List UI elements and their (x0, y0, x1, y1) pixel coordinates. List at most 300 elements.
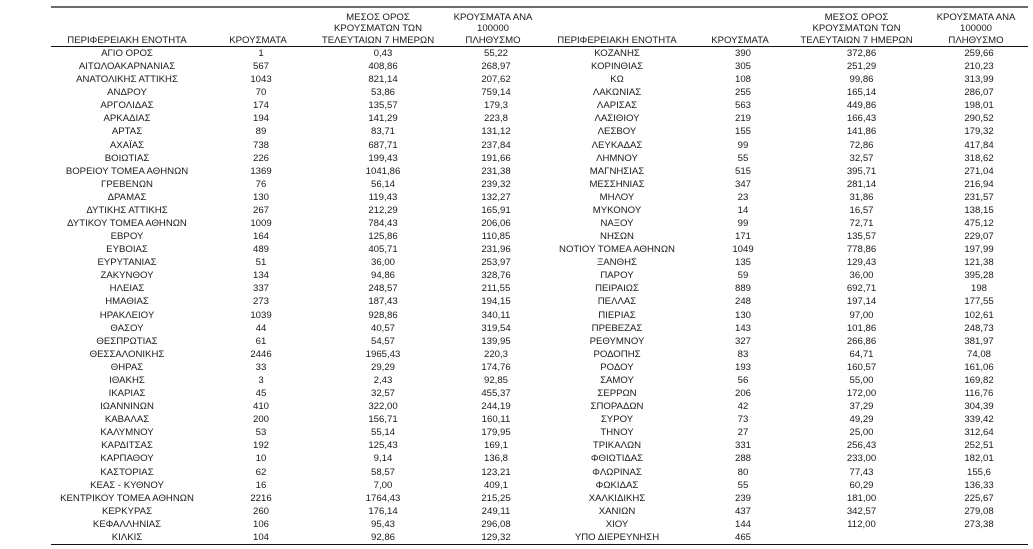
avg-7-days-right: 135,57 (846, 231, 877, 243)
table-row (51, 492, 1028, 505)
region-name-left: ΚΕΡΚΥΡΑΣ (101, 505, 152, 517)
table-row (51, 387, 1028, 400)
avg-7-days-left: 187,43 (368, 296, 398, 308)
cases-per-100k-right: 225,67 (964, 492, 994, 504)
table-row (51, 466, 1028, 479)
cases-per-100k-left: 328,76 (481, 270, 511, 282)
region-name-right: ΛΗΜΝΟΥ (596, 152, 638, 164)
cases-left: 567 (252, 61, 269, 73)
cases-left: 134 (252, 270, 269, 282)
region-name-right: ΦΛΩΡΙΝΑΣ (592, 466, 642, 478)
avg-7-days-left: 248,57 (368, 283, 398, 295)
table-row (51, 217, 1028, 230)
avg-7-days-right: 449,86 (846, 100, 877, 112)
cases-left: 164 (252, 231, 269, 243)
avg-7-days-left: 687,71 (368, 139, 398, 151)
cases-per-100k-left: 211,55 (481, 283, 511, 295)
cases-per-100k-left: 110,85 (481, 231, 511, 243)
header-avg7-right: ΜΕΣΟΣ ΟΡΟΣ ΚΡΟΥΣΜΑΤΩΝ ΤΩΝ ΤΕΛΕΥΤΑΙΩΝ 7 ΗΜΕΡΩΝ (789, 8, 924, 47)
cases-per-100k-left: 92,85 (483, 374, 508, 386)
region-name-left: ΕΒΡΟΥ (110, 231, 144, 243)
header-per100k-left: ΚΡΟΥΣΜΑΤΑ ΑΝΑ 100000 ΠΛΗΘΥΣΜΟ (443, 8, 543, 47)
cases-left: 192 (252, 440, 269, 452)
cases-right: 889 (734, 283, 751, 295)
header-region-left: ΠΕΡΙΦΕΡΕΙΑΚΗ ΕΝΟΤΗΤΑ (51, 8, 203, 47)
cases-per-100k-left: 165,91 (481, 204, 511, 216)
cases-per-100k-right: 417,84 (964, 139, 994, 151)
cases-per-100k-right: 216,94 (964, 178, 994, 190)
avg-7-days-right: 31,86 (849, 191, 874, 203)
cases-per-100k-right: 155,6 (966, 466, 991, 478)
region-name-left: ΓΡΕΒΕΝΩΝ (101, 178, 153, 190)
cases-per-100k-right: 169,82 (964, 374, 994, 386)
cases-right: 73 (737, 414, 749, 426)
avg-7-days-left: 9,14 (373, 453, 393, 465)
region-name-right: ΣΕΡΡΩΝ (597, 388, 637, 400)
cases-per-100k-right: 248,73 (964, 322, 994, 334)
cases-per-100k-left: 160,11 (481, 414, 511, 426)
region-name-left: ΚΕΝΤΡΙΚΟΥ ΤΟΜΕΑ ΑΘΗΝΩΝ (60, 492, 194, 504)
cases-per-100k-left: 191,66 (481, 152, 511, 164)
region-name-left: ΔΥΤΙΚΟΥ ΤΟΜΕΑ ΑΘΗΝΩΝ (67, 218, 187, 230)
cases-per-100k-right: 138,15 (964, 204, 994, 216)
cases-left: 104 (203, 531, 313, 545)
avg-7-days-left: 92,86 (313, 531, 443, 545)
cases-right: 80 (737, 466, 749, 478)
cases-left: 2216 (250, 492, 272, 504)
table-row (51, 400, 1028, 413)
region-name-left: ΘΗΡΑΣ (110, 361, 144, 373)
table-row (51, 282, 1028, 295)
region-name-left: ΙΚΑΡΙΑΣ (108, 388, 146, 400)
cases-per-100k-right: 74,08 (966, 348, 991, 360)
avg-7-days-right: 129,43 (846, 257, 877, 269)
table-row (51, 47, 1028, 61)
cases-per-100k-right: 198 (970, 283, 987, 295)
avg-7-days-left: 2,43 (373, 374, 393, 386)
avg-7-days-right: 166,43 (846, 113, 877, 125)
cases-per-100k-right: 290,52 (964, 113, 994, 125)
cases-per-100k-left: 409,1 (483, 479, 508, 491)
cases-right: 59 (737, 270, 749, 282)
table-row (51, 191, 1028, 204)
avg-7-days-right: 692,71 (846, 283, 877, 295)
cases-per-100k-right: 229,07 (964, 231, 994, 243)
table-row (51, 139, 1028, 152)
cases-per-100k-left: 206,06 (481, 218, 511, 230)
cases-per-100k-left: 239,32 (481, 178, 511, 190)
cases-per-100k-left: 174,76 (481, 361, 511, 373)
cases-left: 200 (252, 414, 269, 426)
cases-per-100k-left: 131,12 (481, 126, 511, 138)
cases-left: 33 (255, 361, 267, 373)
region-name-right: ΦΩΚΙΔΑΣ (595, 479, 639, 491)
cases-right: 83 (737, 348, 749, 360)
table-row (51, 99, 1028, 112)
header-region-right: ΠΕΡΙΦΕΡΕΙΑΚΗ ΕΝΟΤΗΤΑ (543, 8, 691, 47)
avg-7-days-right: 172,00 (846, 388, 877, 400)
region-name-left: ΗΜΑΘΙΑΣ (105, 296, 149, 308)
cases-right: 219 (734, 113, 751, 125)
region-name-left: ΕΥΡΥΤΑΝΙΑΣ (97, 257, 157, 269)
table-row (51, 439, 1028, 452)
avg-7-days-right: 49,29 (849, 414, 874, 426)
avg-7-days-right: 160,57 (846, 361, 877, 373)
cases-right: 331 (734, 440, 751, 452)
cases-left: 337 (252, 283, 269, 295)
table-row (51, 309, 1028, 322)
cases-left: 1 (258, 48, 264, 59)
region-name-right: ΡΟΔΟΥ (600, 361, 634, 373)
cases-right: 171 (734, 231, 751, 243)
region-name-left: ΚΑΛΥΜΝΟΥ (100, 427, 154, 439)
avg-7-days-right: 112,00 (847, 518, 876, 530)
region-name-left: ΑΡΤΑΣ (111, 126, 143, 138)
cases-left: 44 (255, 322, 267, 334)
cases-per-100k-left: 249,11 (481, 505, 511, 517)
avg-7-days-right: 101,86 (846, 322, 877, 334)
cases-per-100k-left: 455,37 (481, 388, 511, 400)
cases-left: 106 (252, 518, 269, 530)
avg-7-days-left: 135,57 (368, 100, 398, 112)
table-row (51, 165, 1028, 178)
cases-per-100k-right: 210,23 (964, 61, 994, 73)
cases-left: 62 (255, 466, 267, 478)
region-name-right: ΛΕΥΚΑΔΑΣ (591, 139, 643, 151)
region-name-left: ΔΥΤΙΚΗΣ ΑΤΤΙΚΗΣ (86, 204, 168, 216)
cases-per-100k-right: 136,33 (964, 479, 994, 491)
avg-7-days-right: 165,14 (846, 87, 877, 99)
avg-7-days-left: 928,86 (368, 309, 398, 321)
region-name-right: ΦΘΙΩΤΙΔΑΣ (590, 453, 644, 465)
avg-7-days-left: 199,43 (368, 152, 398, 164)
avg-7-days-right: 372,86 (846, 48, 877, 59)
table-header-row (51, 8, 1028, 47)
region-name-right: ΥΠΟ ΔΙΕΡΕΥΝΗΣΗ (543, 531, 691, 545)
region-name-left: ΚΙΛΚΙΣ (51, 531, 203, 545)
cases-right: 23 (737, 191, 749, 203)
table-body (51, 47, 1028, 545)
avg-7-days-left: 95,43 (370, 518, 395, 530)
region-name-right: ΚΩ (610, 74, 624, 86)
table-row (51, 256, 1028, 269)
region-name-right: ΤΡΙΚΑΛΩΝ (592, 440, 642, 452)
cases-right: 130 (734, 309, 751, 321)
avg-7-days-left: 1041,86 (365, 165, 401, 177)
cases-right: 437 (734, 505, 751, 517)
table-row (51, 426, 1028, 439)
region-name-right: ΝΑΞΟΥ (600, 218, 634, 230)
cases-per-100k-left: 231,38 (481, 165, 511, 177)
cases-right: 55 (737, 152, 749, 164)
avg-7-days-right: 181,00 (846, 492, 877, 504)
cases-left: 89 (255, 126, 267, 138)
cases-right: 42 (737, 401, 749, 413)
region-name-left: ΗΡΑΚΛΕΙΟΥ (99, 309, 155, 321)
header-cases-right: ΚΡΟΥΣΜΑΤΑ (691, 8, 789, 47)
cases-per-100k-right: 121,38 (964, 257, 994, 269)
cases-left: 2446 (250, 348, 272, 360)
table-row (51, 60, 1028, 73)
cases-right: 465 (691, 531, 789, 545)
region-name-left: ΖΑΚΥΝΘΟΥ (100, 270, 154, 282)
cases-per-100k-right: 179,32 (964, 126, 994, 138)
region-name-left: ΕΥΒΟΙΑΣ (106, 244, 148, 256)
region-name-right: ΧΙΟΥ (605, 518, 629, 530)
table-row (51, 374, 1028, 387)
cases-per-100k-left: 237,84 (481, 139, 511, 151)
avg-7-days-right: 64,71 (849, 348, 874, 360)
cases-per-100k-left: 179,3 (483, 100, 508, 112)
avg-7-days-right: 16,57 (849, 204, 874, 216)
cases-right: 56 (737, 374, 749, 386)
cases-per-100k-left: 132,27 (481, 191, 511, 203)
cases-per-100k-right: 161,06 (964, 361, 994, 373)
avg-7-days-left: 322,00 (368, 401, 398, 413)
avg-7-days-left: 1764,43 (365, 492, 401, 504)
cases-per-100k-right: 304,39 (964, 401, 994, 413)
cases-left: 410 (252, 401, 269, 413)
region-name-right: ΛΑΡΙΣΑΣ (596, 100, 638, 112)
cases-per-100k-left: 253,97 (481, 257, 511, 269)
region-name-left: ΑΧΑΪΑΣ (109, 139, 145, 151)
cases-per-100k-right: 381,97 (964, 335, 994, 347)
avg-7-days-left: 1965,43 (365, 348, 401, 360)
cases-per-100k-left: 759,14 (481, 87, 511, 99)
region-name-left: ΑΝΑΤΟΛΙΚΗΣ ΑΤΤΙΚΗΣ (76, 74, 178, 86)
region-name-right: ΣΥΡΟΥ (600, 414, 634, 426)
region-name-left: ΘΕΣΣΑΛΟΝΙΚΗΣ (89, 348, 165, 360)
table-row (51, 335, 1028, 348)
header-cases-left: ΚΡΟΥΣΜΑΤΑ (203, 8, 313, 47)
cases-right: 239 (734, 492, 751, 504)
region-name-right: ΠΕΛΛΑΣ (597, 296, 637, 308)
avg-7-days-left: 29,29 (370, 361, 395, 373)
region-name-left: ΚΑΒΑΛΑΣ (104, 414, 150, 426)
avg-7-days-right: 25,00 (849, 427, 874, 439)
table-row (51, 479, 1028, 492)
region-name-right: ΛΕΣΒΟΥ (597, 126, 637, 138)
region-name-right: ΣΑΜΟΥ (600, 374, 634, 386)
cases-per-100k-left: 55,22 (483, 48, 508, 59)
cases-right: 515 (734, 165, 751, 177)
cases-per-100k-left: 268,97 (481, 61, 511, 73)
region-name-left: ΚΑΡΠΑΘΟΥ (100, 453, 154, 465)
avg-7-days-right: 233,00 (846, 453, 877, 465)
avg-7-days-left: 36,00 (370, 257, 395, 269)
cases-per-100k-right: 252,51 (964, 440, 994, 452)
cases-per-100k-right: 313,99 (964, 74, 994, 86)
avg-7-days-left: 32,57 (370, 388, 395, 400)
region-name-left: ΗΛΕΙΑΣ (109, 283, 145, 295)
cases-by-regional-unit-table (51, 8, 1028, 545)
avg-7-days-left: 83,71 (370, 126, 395, 138)
cases-left: 738 (252, 139, 269, 151)
avg-7-days-left: 119,43 (368, 191, 398, 203)
table-row (51, 112, 1028, 125)
avg-7-days-right: 342,57 (846, 505, 877, 517)
cases-left: 53 (255, 427, 267, 439)
region-name-left: ΑΝΔΡΟΥ (107, 87, 147, 99)
table-row (51, 243, 1028, 256)
cases-right: 1049 (732, 244, 754, 256)
cases-per-100k-right: 279,08 (964, 505, 994, 517)
region-name-left: ΘΕΣΠΡΩΤΙΑΣ (96, 335, 158, 347)
table-row (51, 348, 1028, 361)
region-name-right: ΞΑΝΘΗΣ (597, 257, 637, 269)
cases-left: 489 (252, 244, 269, 256)
avg-7-days-right: 60,29 (849, 479, 874, 491)
cases-per-100k-right: 339,42 (964, 414, 994, 426)
table-row (51, 505, 1028, 518)
avg-7-days-left: 125,86 (368, 231, 398, 243)
region-name-left: ΑΡΚΑΔΙΑΣ (103, 113, 151, 125)
cases-left: 3 (258, 374, 264, 386)
avg-7-days-right: 141,86 (846, 126, 877, 138)
avg-7-days-right: 99,86 (849, 74, 874, 86)
cases-per-100k-left: 139,95 (481, 335, 511, 347)
cases-right: 143 (734, 322, 751, 334)
cases-right: 255 (734, 87, 751, 99)
region-name-right: ΠΙΕΡΙΑΣ (598, 309, 636, 321)
avg-7-days-left: 141,29 (368, 113, 398, 125)
cases-left: 61 (255, 335, 267, 347)
cases-per-100k-left: 169,1 (483, 440, 508, 452)
avg-7-days-right: 251,29 (846, 61, 877, 73)
header-avg7-left: ΜΕΣΟΣ ΟΡΟΣ ΚΡΟΥΣΜΑΤΩΝ ΤΩΝ ΤΕΛΕΥΤΑΙΩΝ 7 ΗΜΕΡΩΝ (313, 8, 443, 47)
cases-right: 305 (734, 61, 751, 73)
avg-7-days-left: 156,71 (368, 414, 398, 426)
region-name-right: ΡΟΔΟΠΗΣ (593, 348, 641, 360)
table-row (51, 361, 1028, 374)
cases-per-100k-left: 244,19 (481, 401, 511, 413)
region-name-right: ΜΥΚΟΝΟΥ (592, 204, 642, 216)
cases-left: 273 (252, 296, 269, 308)
avg-7-days-left: 56,14 (370, 178, 395, 190)
region-name-right: ΤΗΝΟΥ (600, 427, 634, 439)
cases-right: 27 (737, 427, 749, 439)
table-row (51, 204, 1028, 217)
cases-left: 76 (255, 178, 267, 190)
table-row (51, 152, 1028, 165)
region-name-left: ΚΑΣΤΟΡΙΑΣ (100, 466, 154, 478)
cases-left: 1039 (250, 309, 272, 321)
region-name-right: ΜΑΓΝΗΣΙΑΣ (589, 165, 645, 177)
avg-7-days-right: 77,43 (849, 466, 874, 478)
avg-7-days-left: 125,43 (368, 440, 398, 452)
region-name-left: ΑΓΙΟ ΟΡΟΣ (101, 48, 153, 59)
cases-right: 206 (734, 388, 751, 400)
region-name-right: ΧΑΛΚΙΔΙΚΗΣ (588, 492, 646, 504)
region-name-right: ΠΡΕΒΕΖΑΣ (591, 322, 643, 334)
table-row (51, 86, 1028, 99)
cases-right: 248 (734, 296, 751, 308)
table-row (51, 413, 1028, 426)
cases-per-100k-right: 395,28 (964, 270, 994, 282)
region-name-left: ΚΕΦΑΛΛΗΝΙΑΣ (92, 518, 162, 530)
cases-left: 70 (255, 87, 267, 99)
avg-7-days-left: 54,57 (370, 335, 395, 347)
avg-7-days-left: 821,14 (368, 74, 398, 86)
table-row (51, 518, 1028, 531)
region-name-left: ΙΩΑΝΝΙΝΩΝ (100, 401, 154, 413)
cases-left: 130 (252, 191, 269, 203)
cases-per-100k-left: 340,11 (481, 309, 511, 321)
avg-7-days-left: 58,57 (370, 466, 395, 478)
table-row (51, 125, 1028, 138)
cases-per-100k-right: 116,76 (964, 388, 994, 400)
region-name-right: ΛΑΣΙΘΙΟΥ (594, 113, 640, 125)
avg-7-days-right: 37,29 (849, 401, 874, 413)
cases-left: 260 (252, 505, 269, 517)
cases-per-100k-right: 318,62 (964, 152, 994, 164)
region-name-left: ΚΕΑΣ - ΚΥΘΝΟΥ (90, 479, 164, 491)
avg-7-days-left: 176,14 (368, 505, 398, 517)
cases-per-100k-left: 123,21 (481, 466, 511, 478)
region-name-right: ΠΑΡΟΥ (600, 270, 634, 282)
region-name-right: ΚΟΡΙΝΘΙΑΣ (590, 61, 644, 73)
cases-left: 1043 (250, 74, 272, 86)
region-name-right: ΚΟΖΑΝΗΣ (594, 48, 640, 59)
avg-7-days-right (789, 531, 924, 545)
region-name-left: ΑΡΓΟΛΙΔΑΣ (100, 100, 154, 112)
avg-7-days-left: 7,00 (373, 479, 393, 491)
cases-right: 55 (737, 479, 749, 491)
avg-7-days-left: 53,86 (370, 87, 395, 99)
region-name-left: ΒΟΡΕΙΟΥ ΤΟΜΕΑ ΑΘΗΝΩΝ (65, 165, 189, 177)
avg-7-days-right: 72,71 (849, 218, 874, 230)
region-name-right: ΝΟΤΙΟΥ ΤΟΜΕΑ ΑΘΗΝΩΝ (559, 244, 675, 256)
cases-right: 135 (734, 257, 751, 269)
region-name-left: ΑΙΤΩΛΟΑΚΑΡΝΑΝΙΑΣ (78, 61, 176, 73)
avg-7-days-right: 197,14 (846, 296, 877, 308)
region-name-right: ΛΑΚΩΝΙΑΣ (592, 87, 642, 99)
table-row (51, 230, 1028, 243)
table-row (51, 452, 1028, 465)
cases-per-100k-right: 259,66 (964, 48, 994, 59)
region-name-right: ΜΕΣΣΗΝΙΑΣ (589, 178, 645, 190)
avg-7-days-right: 256,43 (846, 440, 877, 452)
cases-per-100k-right: 231,57 (964, 191, 994, 203)
cases-per-100k-left: 136,8 (483, 453, 508, 465)
avg-7-days-right: 32,57 (849, 152, 874, 164)
region-name-right: ΣΠΟΡΑΔΩΝ (590, 401, 644, 413)
cases-left: 51 (255, 257, 267, 269)
table-row (51, 73, 1028, 86)
cases-left: 174 (252, 100, 269, 112)
avg-7-days-left: 94,86 (370, 270, 395, 282)
cases-per-100k-right: 182,01 (964, 453, 994, 465)
table-row (51, 295, 1028, 308)
cases-per-100k-right: 273,38 (964, 518, 994, 530)
avg-7-days-right: 55,00 (849, 374, 874, 386)
cases-right: 99 (737, 218, 749, 230)
cases-right: 108 (734, 74, 751, 86)
cases-right: 288 (734, 453, 751, 465)
avg-7-days-left: 784,43 (368, 218, 398, 230)
avg-7-days-left: 405,71 (368, 244, 398, 256)
cases-right: 390 (734, 48, 751, 59)
cases-per-100k-left: 215,25 (481, 492, 511, 504)
cases-per-100k-left: 319,54 (481, 322, 511, 334)
avg-7-days-left: 212,29 (368, 204, 398, 216)
header-per100k-right: ΚΡΟΥΣΜΑΤΑ ΑΝΑ 100000 ΠΛΗΘΥΣΜΟ (924, 8, 1028, 47)
cases-left: 16 (255, 479, 267, 491)
cases-right: 193 (734, 361, 751, 373)
avg-7-days-right: 281,14 (846, 178, 877, 190)
cases-per-100k-left: 129,32 (443, 531, 543, 545)
cases-right: 347 (734, 178, 751, 190)
